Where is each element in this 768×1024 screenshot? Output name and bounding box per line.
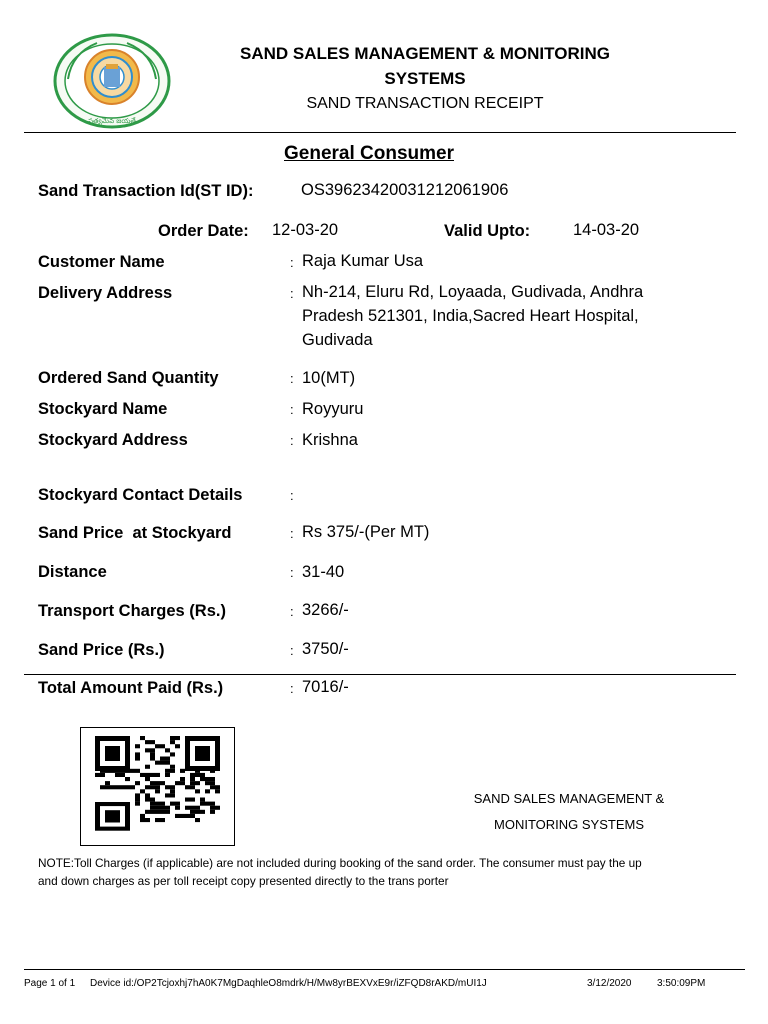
- stockyard-name-value: Royyuru: [302, 400, 364, 418]
- colon: :: [290, 402, 294, 417]
- transport-charges-label: Transport Charges (Rs.): [38, 602, 226, 620]
- consumer-type-heading: General Consumer: [284, 143, 454, 164]
- delivery-address-line2: Pradesh 521301, India,Sacred Heart Hospital,: [302, 307, 639, 325]
- svg-text:సత్యమేవ జయతే: సత్యమేవ జయతే: [88, 117, 136, 125]
- qr-code: [81, 728, 233, 844]
- total-amount-value: 7016/-: [302, 678, 349, 696]
- colon: :: [290, 526, 294, 541]
- stockyard-contact-label: Stockyard Contact Details: [38, 486, 243, 504]
- receipt-title: SAND TRANSACTION RECEIPT: [306, 95, 544, 112]
- valid-upto-value: 14-03-20: [573, 221, 640, 239]
- sand-price-value: 3750/-: [302, 640, 349, 658]
- ordered-quantity-value: 10(MT): [302, 369, 356, 387]
- total-amount-label: Total Amount Paid (Rs.): [38, 679, 224, 697]
- delivery-address-label: Delivery Address: [38, 284, 173, 302]
- delivery-address-line3: Gudivada: [302, 331, 373, 349]
- valid-upto-label: Valid Upto:: [444, 222, 531, 240]
- order-date-value: 12-03-20: [272, 221, 339, 239]
- toll-charges-note: NOTE:Toll Charges (if applicable) are not included during booking of the sand order. The consumer must pay the up and down charges as per toll receipt copy presented directly to the trans porter: [38, 856, 642, 888]
- page-number: Page 1 of 1: [24, 978, 76, 989]
- total-divider: [24, 674, 736, 675]
- transport-charges-value: 3266/-: [302, 601, 349, 619]
- stockyard-name-label: Stockyard Name: [38, 400, 168, 418]
- colon: :: [290, 565, 294, 580]
- brand-line1: SAND SALES MANAGEMENT &: [473, 791, 665, 806]
- government-seal-logo: [52, 33, 172, 133]
- order-date-label: Order Date:: [158, 222, 249, 240]
- colon: :: [290, 681, 294, 696]
- customer-name-label: Customer Name: [38, 253, 165, 271]
- st-id-label: Sand Transaction Id(ST ID):: [38, 182, 254, 200]
- st-id-value: OS39623420031212061906: [301, 181, 509, 199]
- header-title-line1: SAND SALES MANAGEMENT & MONITORING: [240, 44, 610, 63]
- colon: :: [290, 643, 294, 658]
- customer-name-value: Raja Kumar Usa: [302, 252, 424, 270]
- colon: :: [290, 604, 294, 619]
- stockyard-address-label: Stockyard Address: [38, 431, 188, 449]
- colon: :: [290, 255, 294, 270]
- sand-price-label: Sand Price (Rs.): [38, 641, 165, 659]
- stockyard-address-value: Krishna: [302, 431, 358, 449]
- colon: :: [290, 286, 294, 301]
- qr-code-frame: [80, 727, 235, 846]
- distance-label: Distance: [38, 563, 107, 581]
- ordered-quantity-label: Ordered Sand Quantity: [38, 369, 219, 387]
- colon: :: [290, 488, 294, 503]
- sand-price-stockyard-value: Rs 375/-(Per MT): [302, 523, 430, 541]
- distance-value: 31-40: [302, 563, 345, 581]
- print-time: 3:50:09PM: [657, 978, 706, 989]
- delivery-address-line1: Nh-214, Eluru Rd, Loyaada, Gudivada, Andhra: [302, 283, 644, 301]
- header-title-line2: SYSTEMS: [384, 69, 466, 88]
- colon: :: [290, 433, 294, 448]
- header-divider: [24, 132, 736, 133]
- device-id: Device id:/OP2Tcjoxhj7hA0K7MgDaqhleO8mdrk/H/Mw8yrBEXVxE9r/iZFQD8rAKD/mUI1J: [90, 978, 487, 989]
- sand-price-stockyard-label: Sand Price at Stockyard: [38, 524, 232, 542]
- print-date: 3/12/2020: [587, 978, 632, 989]
- brand-line2: MONITORING SYSTEMS: [494, 817, 644, 832]
- footer-divider: [24, 969, 745, 970]
- colon: :: [290, 371, 294, 386]
